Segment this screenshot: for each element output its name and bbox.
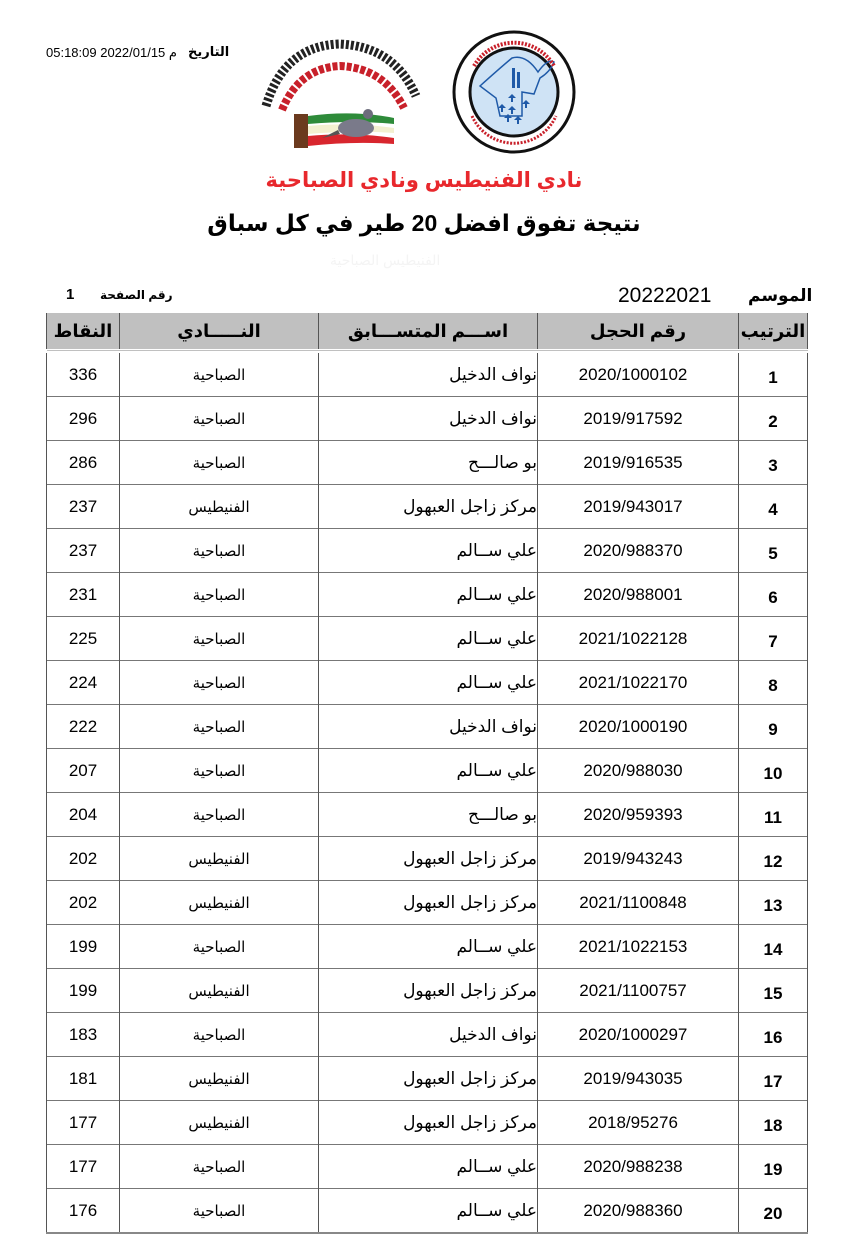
ring-number-cell: 2019/917592 [538, 397, 739, 441]
points-cell: 222 [47, 705, 120, 749]
club-cell: الفنيطيس [120, 1101, 319, 1145]
club-logo [244, 36, 434, 148]
rank-cell: 1 [739, 351, 808, 397]
page-number-value: 1 [66, 286, 75, 303]
points-cell: 231 [47, 573, 120, 617]
club-cell: الصباحية [120, 1013, 319, 1057]
ring-number-cell: 2020/1000102 [538, 351, 739, 397]
club-cell: الصباحية [120, 749, 319, 793]
points-cell: 296 [47, 397, 120, 441]
rank-cell: 3 [739, 441, 808, 485]
club-cell: الصباحية [120, 397, 319, 441]
table-row [47, 441, 808, 485]
rank-cell: 6 [739, 573, 808, 617]
page-number-label: رقم الصفحة [100, 288, 173, 302]
ring-number-cell: 2020/988030 [538, 749, 739, 793]
points-cell: 237 [47, 485, 120, 529]
points-cell: 224 [47, 661, 120, 705]
club-cell: الفنيطيس [120, 837, 319, 881]
ring-number-cell: 2020/988370 [538, 529, 739, 573]
competitor-name-cell: نواف الدخيل [319, 1013, 538, 1057]
competitor-name-cell: مركز زاجل العبهول [319, 1057, 538, 1101]
ring-number-cell: 2021/1100757 [538, 969, 739, 1013]
club-cell: الصباحية [120, 925, 319, 969]
points-cell: 207 [47, 749, 120, 793]
club-cell: الصباحية [120, 441, 319, 485]
rank-cell: 15 [739, 969, 808, 1013]
competitor-name-cell: نواف الدخيل [319, 397, 538, 441]
points-cell: 202 [47, 837, 120, 881]
competitor-name-cell: مركز زاجل العبهول [319, 969, 538, 1013]
club-cell: الصباحية [120, 573, 319, 617]
table-row [47, 351, 808, 397]
table-row [47, 529, 808, 573]
column-header-competitor-name: اســـم المتســـابق [319, 313, 538, 351]
rank-cell: 14 [739, 925, 808, 969]
rank-cell: 18 [739, 1101, 808, 1145]
ring-number-cell: 2021/1022170 [538, 661, 739, 705]
competitor-name-cell: علي ســالم [319, 529, 538, 573]
competitor-name-cell: بو صالـــح [319, 441, 538, 485]
competitor-name-cell: مركز زاجل العبهول [319, 1101, 538, 1145]
rank-cell: 12 [739, 837, 808, 881]
competitor-name-cell: مركز زاجل العبهول [319, 837, 538, 881]
rank-cell: 2 [739, 397, 808, 441]
ring-number-cell: 2020/988238 [538, 1145, 739, 1189]
rank-cell: 11 [739, 793, 808, 837]
table-row [47, 485, 808, 529]
rank-cell: 9 [739, 705, 808, 749]
competitor-name-cell: مركز زاجل العبهول [319, 881, 538, 925]
rank-cell: 17 [739, 1057, 808, 1101]
rank-cell: 16 [739, 1013, 808, 1057]
table-row [47, 1101, 808, 1145]
ring-number-cell: 2020/1000190 [538, 705, 739, 749]
column-header-club: النـــــادي [120, 313, 319, 351]
competitor-name-cell: علي ســالم [319, 661, 538, 705]
column-header-ring-number: رقم الحجل [538, 313, 739, 351]
column-header-rank: الترتيب [739, 313, 808, 351]
table-row [47, 617, 808, 661]
competitor-name-cell: مركز زاجل العبهول [319, 485, 538, 529]
ghost-text: الفنيطيس الصباحية [330, 252, 441, 268]
rank-cell: 19 [739, 1145, 808, 1189]
rank-cell: 20 [739, 1189, 808, 1234]
points-cell: 176 [47, 1189, 120, 1234]
ring-number-cell: 2021/1022128 [538, 617, 739, 661]
table-row [47, 1189, 808, 1234]
points-cell: 202 [47, 881, 120, 925]
season-label: الموسم [748, 286, 813, 305]
rank-cell: 7 [739, 617, 808, 661]
rank-cell: 10 [739, 749, 808, 793]
competitor-name-cell: نواف الدخيل [319, 351, 538, 397]
table-row [47, 1145, 808, 1189]
ring-number-cell: 2018/95276 [538, 1101, 739, 1145]
competitor-name-cell: علي ســالم [319, 617, 538, 661]
table-header-row [47, 313, 808, 351]
rank-cell: 4 [739, 485, 808, 529]
clubs-title: نادي الفنيطيس ونادي الصباحية [265, 169, 583, 192]
rank-cell: 8 [739, 661, 808, 705]
rank-cell: 13 [739, 881, 808, 925]
ring-number-cell: 2019/916535 [538, 441, 739, 485]
federation-logo [450, 28, 578, 156]
date-label: التاريخ [188, 44, 230, 59]
ring-number-cell: 2019/943243 [538, 837, 739, 881]
ring-number-cell: 2019/943017 [538, 485, 739, 529]
club-cell: الصباحية [120, 793, 319, 837]
club-cell: الفنيطيس [120, 1057, 319, 1101]
season-value: 20222021 [618, 284, 712, 307]
ring-number-cell: 2021/1100848 [538, 881, 739, 925]
points-cell: 199 [47, 969, 120, 1013]
club-cell: الفنيطيس [120, 485, 319, 529]
club-cell: الصباحية [120, 529, 319, 573]
points-cell: 336 [47, 351, 120, 397]
table-row [47, 925, 808, 969]
ring-number-cell: 2020/988360 [538, 1189, 739, 1234]
table-row [47, 837, 808, 881]
table-row [47, 793, 808, 837]
ring-number-cell: 2019/943035 [538, 1057, 739, 1101]
points-cell: 183 [47, 1013, 120, 1057]
club-cell: الفنيطيس [120, 969, 319, 1013]
points-cell: 204 [47, 793, 120, 837]
points-cell: 177 [47, 1145, 120, 1189]
competitor-name-cell: بو صالـــح [319, 793, 538, 837]
column-header-points: النقاط [47, 313, 120, 351]
table-row [47, 969, 808, 1013]
table-row [47, 705, 808, 749]
results-table [46, 313, 808, 1234]
club-cell: الصباحية [120, 1189, 319, 1234]
competitor-name-cell: علي ســالم [319, 749, 538, 793]
points-cell: 225 [47, 617, 120, 661]
club-cell: الصباحية [120, 617, 319, 661]
points-cell: 286 [47, 441, 120, 485]
ring-number-cell: 2020/959393 [538, 793, 739, 837]
table-row [47, 1057, 808, 1101]
competitor-name-cell: علي ســالم [319, 925, 538, 969]
date-value: 05:18:09 2022/01/15 م [46, 45, 177, 60]
club-cell: الصباحية [120, 1145, 319, 1189]
club-cell: الفنيطيس [120, 881, 319, 925]
table-row [47, 1013, 808, 1057]
pigeon-club-emblem-icon [244, 36, 434, 148]
table-row [47, 573, 808, 617]
federation-emblem-icon [450, 28, 578, 156]
club-cell: الصباحية [120, 661, 319, 705]
club-cell: الصباحية [120, 351, 319, 397]
club-cell: الصباحية [120, 705, 319, 749]
points-cell: 177 [47, 1101, 120, 1145]
points-cell: 237 [47, 529, 120, 573]
competitor-name-cell: علي ســالم [319, 573, 538, 617]
points-cell: 199 [47, 925, 120, 969]
table-row [47, 881, 808, 925]
points-cell: 181 [47, 1057, 120, 1101]
table-row [47, 661, 808, 705]
competitor-name-cell: نواف الدخيل [319, 705, 538, 749]
rank-cell: 5 [739, 529, 808, 573]
competitor-name-cell: علي ســالم [319, 1189, 538, 1234]
table-row [47, 749, 808, 793]
competitor-name-cell: علي ســالم [319, 1145, 538, 1189]
ring-number-cell: 2020/988001 [538, 573, 739, 617]
ring-number-cell: 2020/1000297 [538, 1013, 739, 1057]
report-title: نتيجة تفوق افضل 20 طير في كل سباق [207, 210, 641, 236]
table-row [47, 397, 808, 441]
ring-number-cell: 2021/1022153 [538, 925, 739, 969]
